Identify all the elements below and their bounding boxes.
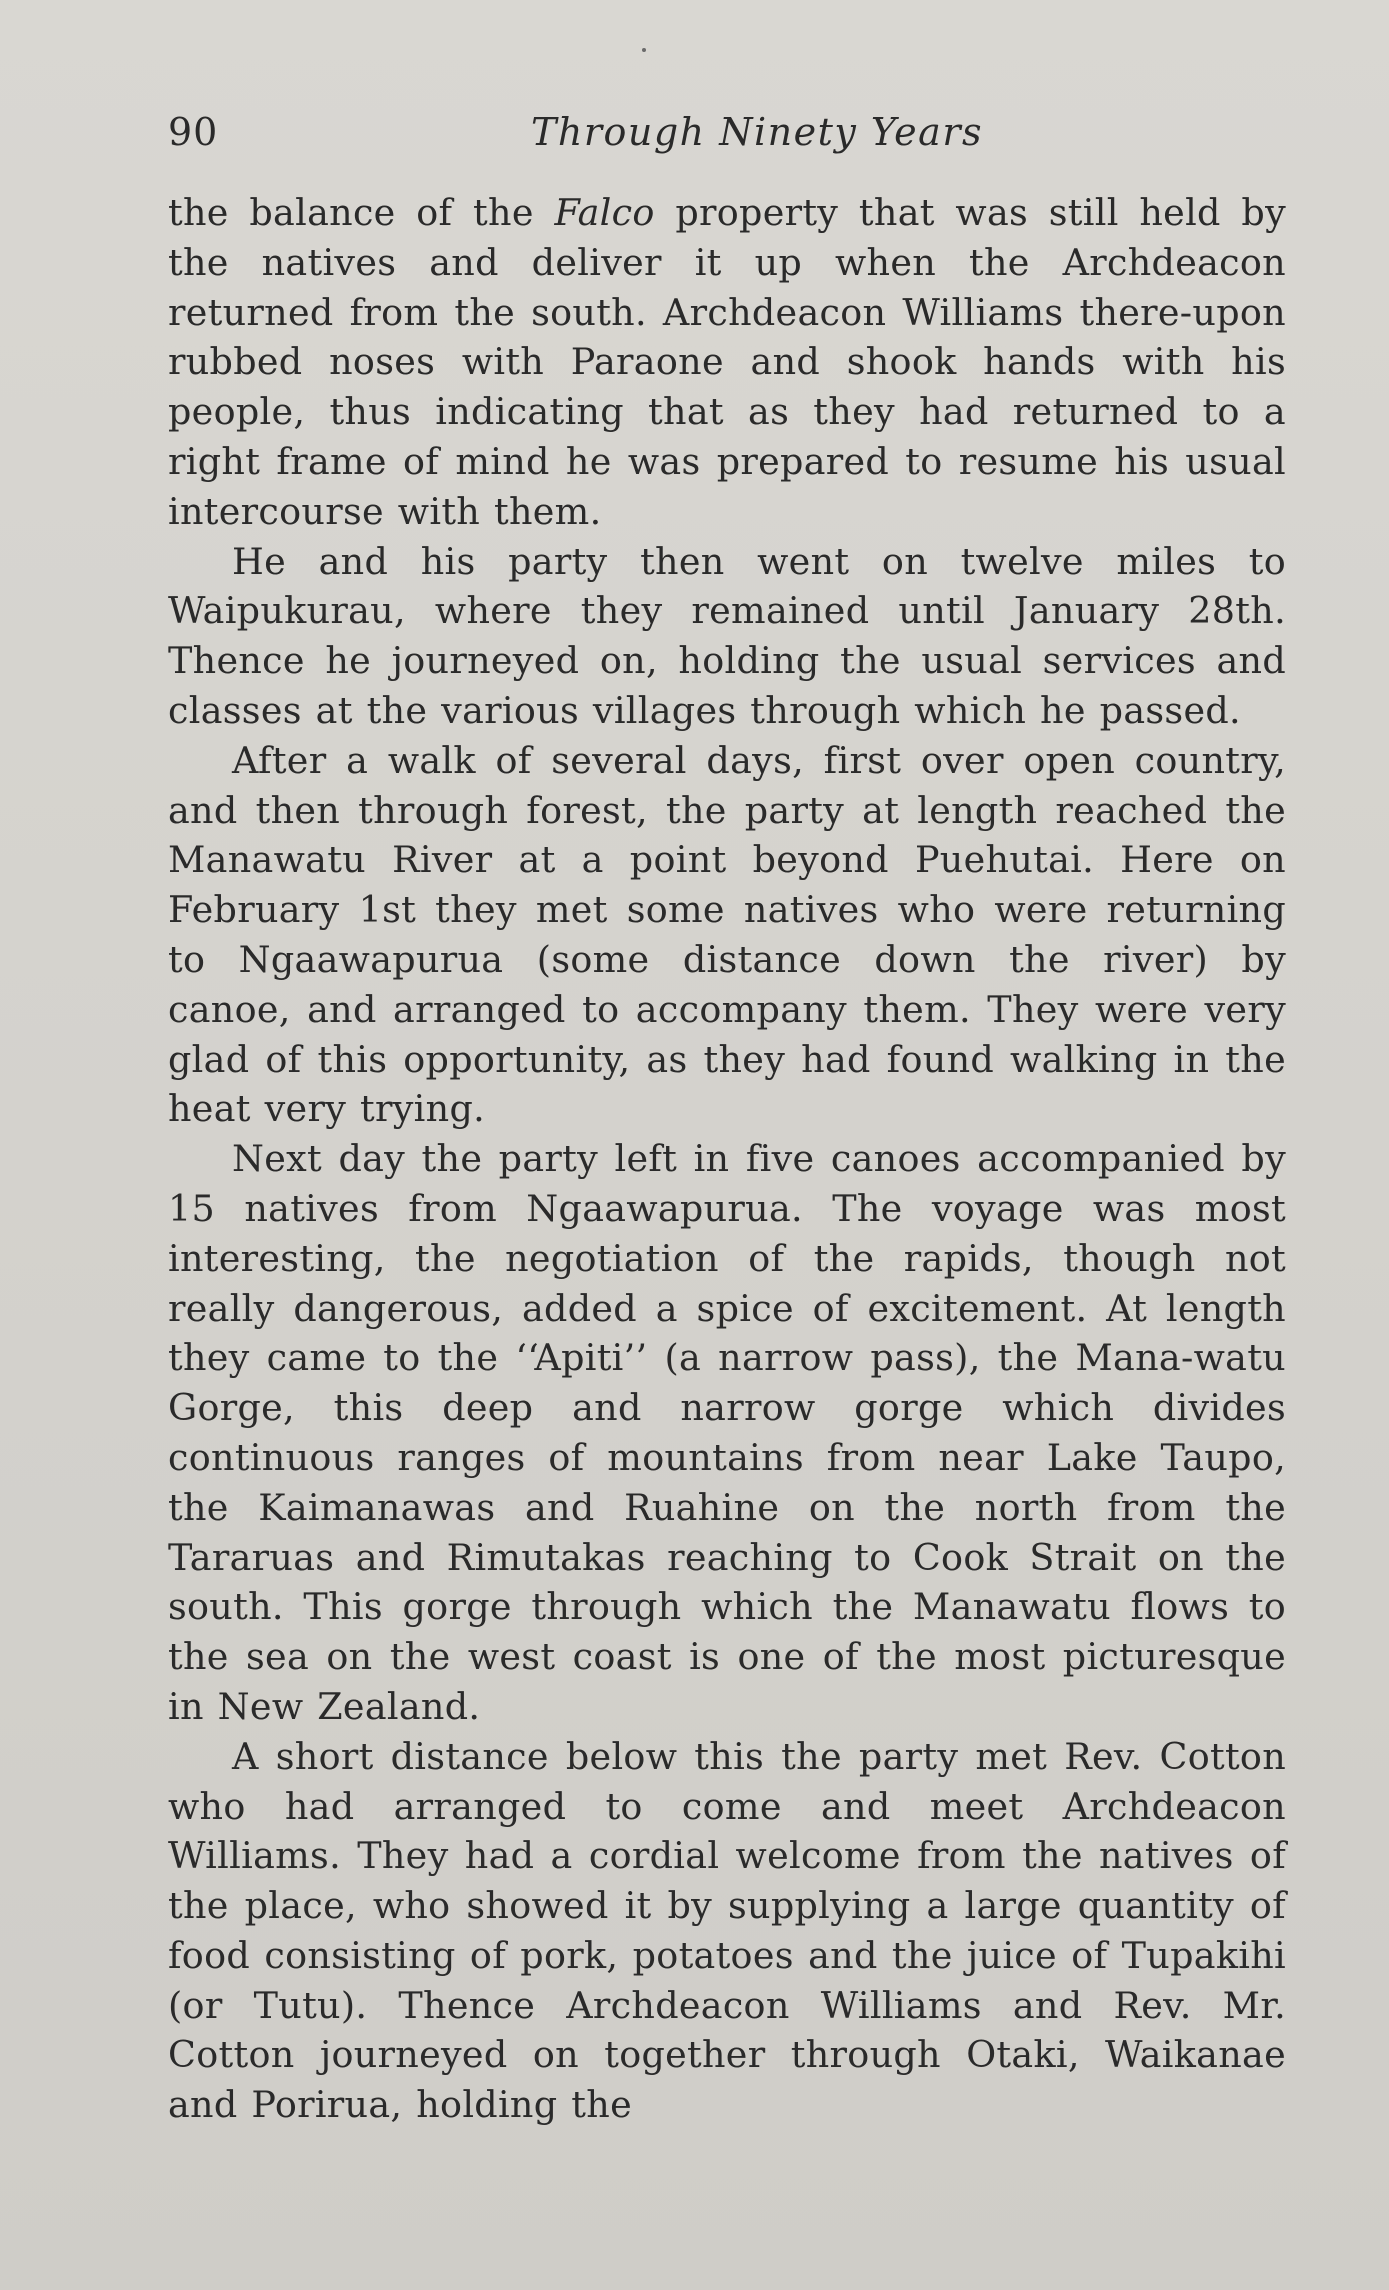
paragraph-4: Next day the party left in five canoes accompanied by 15 natives from Ngaawapurua. The voyage was most interesting, the negotiation of the rapids, though not really dangerous, added a spice of excitement. At length they came to the ‘‘Apiti’’ (a narrow pass), the Mana-watu Gorge, this deep and narrow gorge which divides continuous ranges of mountains from near Lake Taupo, the Kaimanawas and Ruahine on the north from the Tararuas and Rimutakas reaching to Cook Strait on the south. This gorge through which the Manawatu flows to the sea on the west coast is one of the most picturesque in New Zealand.: [168, 1137, 1286, 1728]
ship-name-falco: Falco: [554, 191, 655, 234]
page-header: [168, 110, 1286, 160]
running-head: Through Ninety Years: [531, 110, 983, 154]
paragraph-3: After a walk of several days, first over open country, and then through forest, the party at length reached the Manawatu River at a point beyond Puehutai. Here on February 1st they met some natives who were returning to Ngaawapurua (some distance down the river) by canoe, and arranged to accompany them. They were very glad of this opportunity, as they had found walking in the heat very trying.: [168, 738, 1286, 1131]
body-text: [168, 188, 1286, 2130]
paragraph-1-start: the balance of the: [168, 191, 555, 234]
paragraph-1: [168, 188, 1286, 537]
paragraph-2: He and his party then went on twelve miles to Waipukurau, where they remained until January 28th. Thence he journeyed on, holding the usual services and classes at the various villages through which he passed.: [168, 539, 1286, 732]
dust-speck: [642, 48, 646, 52]
paragraph-1-rest: property that was still held by the natives and deliver it up when the Archdeacon returned from the south. Archdeacon Williams there-upon rubbed noses with Paraone and shook hands with his people, thus indicating that as they had returned to a right frame of mind he was prepared to resume his usual intercourse with them.: [168, 191, 1286, 533]
paragraph-5: A short distance below this the party met Rev. Cotton who had arranged to come and meet Archdeacon Williams. They had a cordial welcome from the natives of the place, who showed it by supplying a large quantity of food consisting of pork, potatoes and the juice of Tupakihi (or Tutu). Thence Archdeacon Williams and Rev. Mr. Cotton journeyed on together through Otaki, Waikanae and Porirua, holding the: [168, 1734, 1286, 2127]
page-number: 90: [168, 110, 219, 154]
